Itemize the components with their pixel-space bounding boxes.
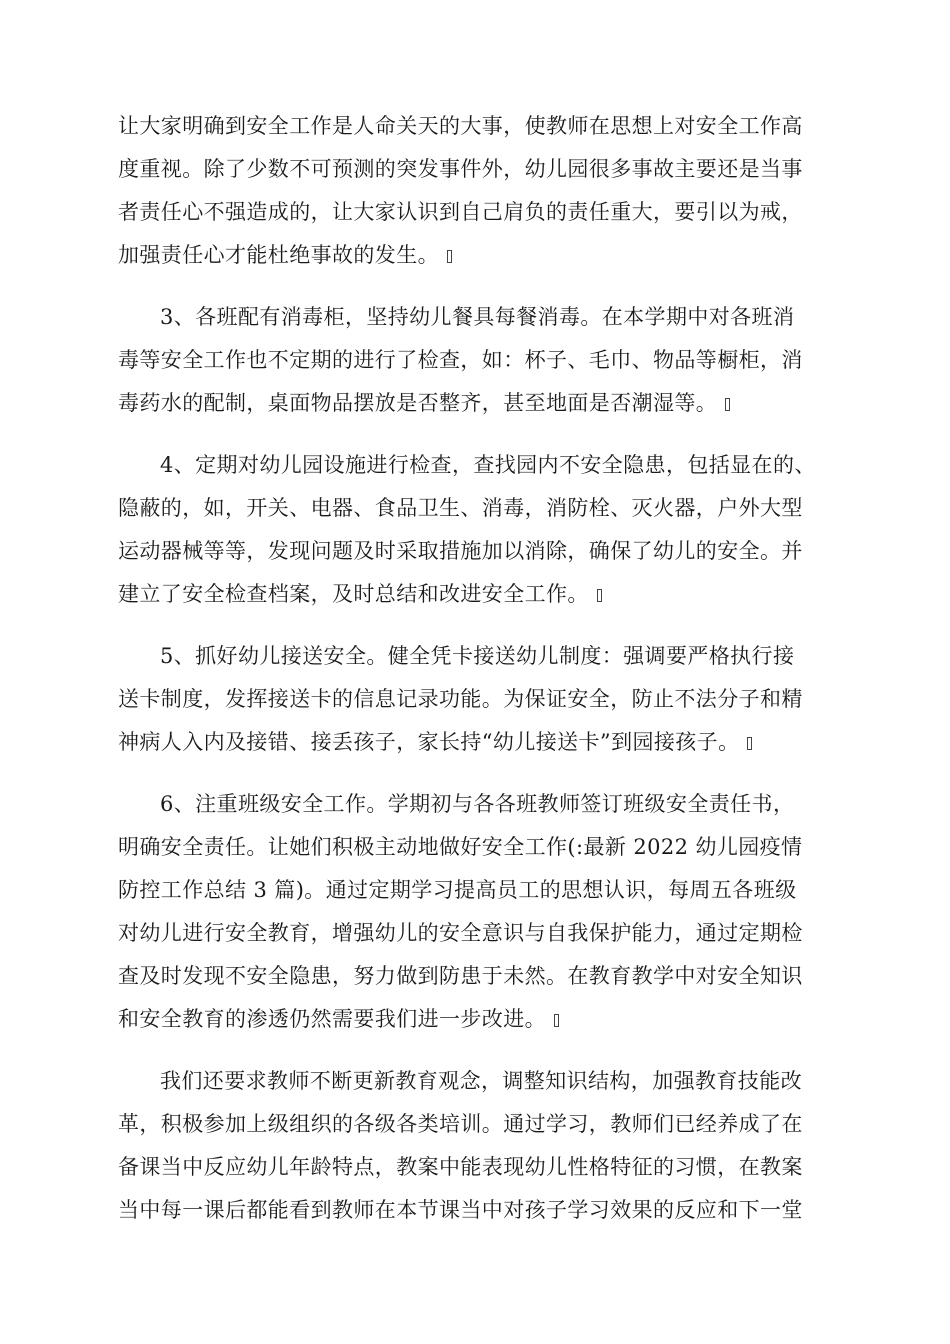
paragraph-line: 度重视。除了少数不可预测的突发事件外，幼儿园很多事故主要还是当事 — [118, 157, 803, 181]
paragraph-line: 让大家明确到安全工作是人命关天的大事，使教师在思想上对安全工作高 — [118, 114, 803, 138]
paragraph-line-with-mark — [118, 579, 602, 609]
paragraph-line: 毒等安全工作也不定期的进行了检查，如：杯子、毛巾、物品等橱柜，消 — [118, 348, 803, 372]
paragraph-mark-icon — [554, 1014, 559, 1027]
paragraph-line: 防控工作总结 3 篇)。通过定期学习提高员工的思想认识，每周五各班级 — [118, 878, 797, 902]
paragraph-mark-icon — [447, 250, 452, 263]
paragraph-line: 建立了安全检查档案，及时总结和改进安全工作。 — [118, 582, 589, 606]
paragraph-line: 3、各班配有消毒柜，坚持幼儿餐具每餐消毒。在本学期中对各班消 — [160, 305, 795, 329]
paragraph-line: 明确安全责任。让她们积极主动地做好安全工作(:最新 2022 幼儿园疫情 — [118, 835, 803, 859]
paragraph-line-with-mark — [118, 240, 452, 270]
paragraph-line: 毒药水的配制，桌面物品摆放是否整齐，甚至地面是否潮湿等。 — [118, 391, 718, 415]
paragraph-line: 隐蔽的，如，开关、电器、食品卫生、消毒，消防栓、灭火器，户外大型 — [118, 496, 803, 520]
paragraph-mark-icon — [747, 737, 752, 750]
paragraph-line: 加强责任心才能杜绝事故的发生。 — [118, 243, 439, 267]
paragraph-line: 5、抓好幼儿接送安全。健全凭卡接送幼儿制度：强调要严格执行接 — [160, 644, 795, 668]
paragraph-line: 者责任心不强造成的，让大家认识到自己肩负的责任重大，要引以为戒， — [118, 200, 803, 224]
paragraph-line: 运动器械等等，发现问题及时采取措施加以消除，确保了幼儿的安全。并 — [118, 539, 803, 563]
paragraph-line: 和安全教育的渗透仍然需要我们进一步改进。 — [118, 1007, 546, 1031]
paragraph-line: 神病人入内及接错、接丢孩子，家长持“幼儿接送卡”到园接孩子。 — [118, 730, 740, 754]
paragraph-line: 送卡制度，发挥接送卡的信息记录功能。为保证安全，防止不法分子和精 — [118, 687, 803, 711]
paragraph-mark-icon — [725, 398, 730, 411]
paragraph-line: 查及时发现不安全隐患，努力做到防患于未然。在教育教学中对安全知识 — [118, 964, 803, 988]
paragraph-line-with-mark — [118, 388, 730, 418]
paragraph-line: 备课当中反应幼儿年龄特点，教案中能表现幼儿性格特征的习惯，在教案 — [118, 1155, 803, 1179]
paragraph-line: 我们还要求教师不断更新教育观念，调整知识结构，加强教育技能改 — [160, 1069, 802, 1093]
paragraph-line: 4、定期对幼儿园设施进行检查，查找园内不安全隐患，包括显在的、 — [160, 453, 816, 477]
paragraph-line: 6、注重班级安全工作。学期初与各各班教师签订班级安全责任书， — [160, 792, 795, 816]
paragraph-line: 对幼儿进行安全教育，增强幼儿的安全意识与自我保护能力，通过定期检 — [118, 921, 803, 945]
paragraph-line: 当中每一课后都能看到教师在本节课当中对孩子学习效果的反应和下一堂 — [118, 1198, 803, 1222]
paragraph-line-with-mark — [118, 1004, 559, 1034]
paragraph-line-with-mark — [118, 727, 752, 757]
paragraph-mark-icon — [597, 589, 602, 602]
paragraph-line: 革，积极参加上级组织的各级各类培训。通过学习，教师们已经养成了在 — [118, 1112, 803, 1136]
